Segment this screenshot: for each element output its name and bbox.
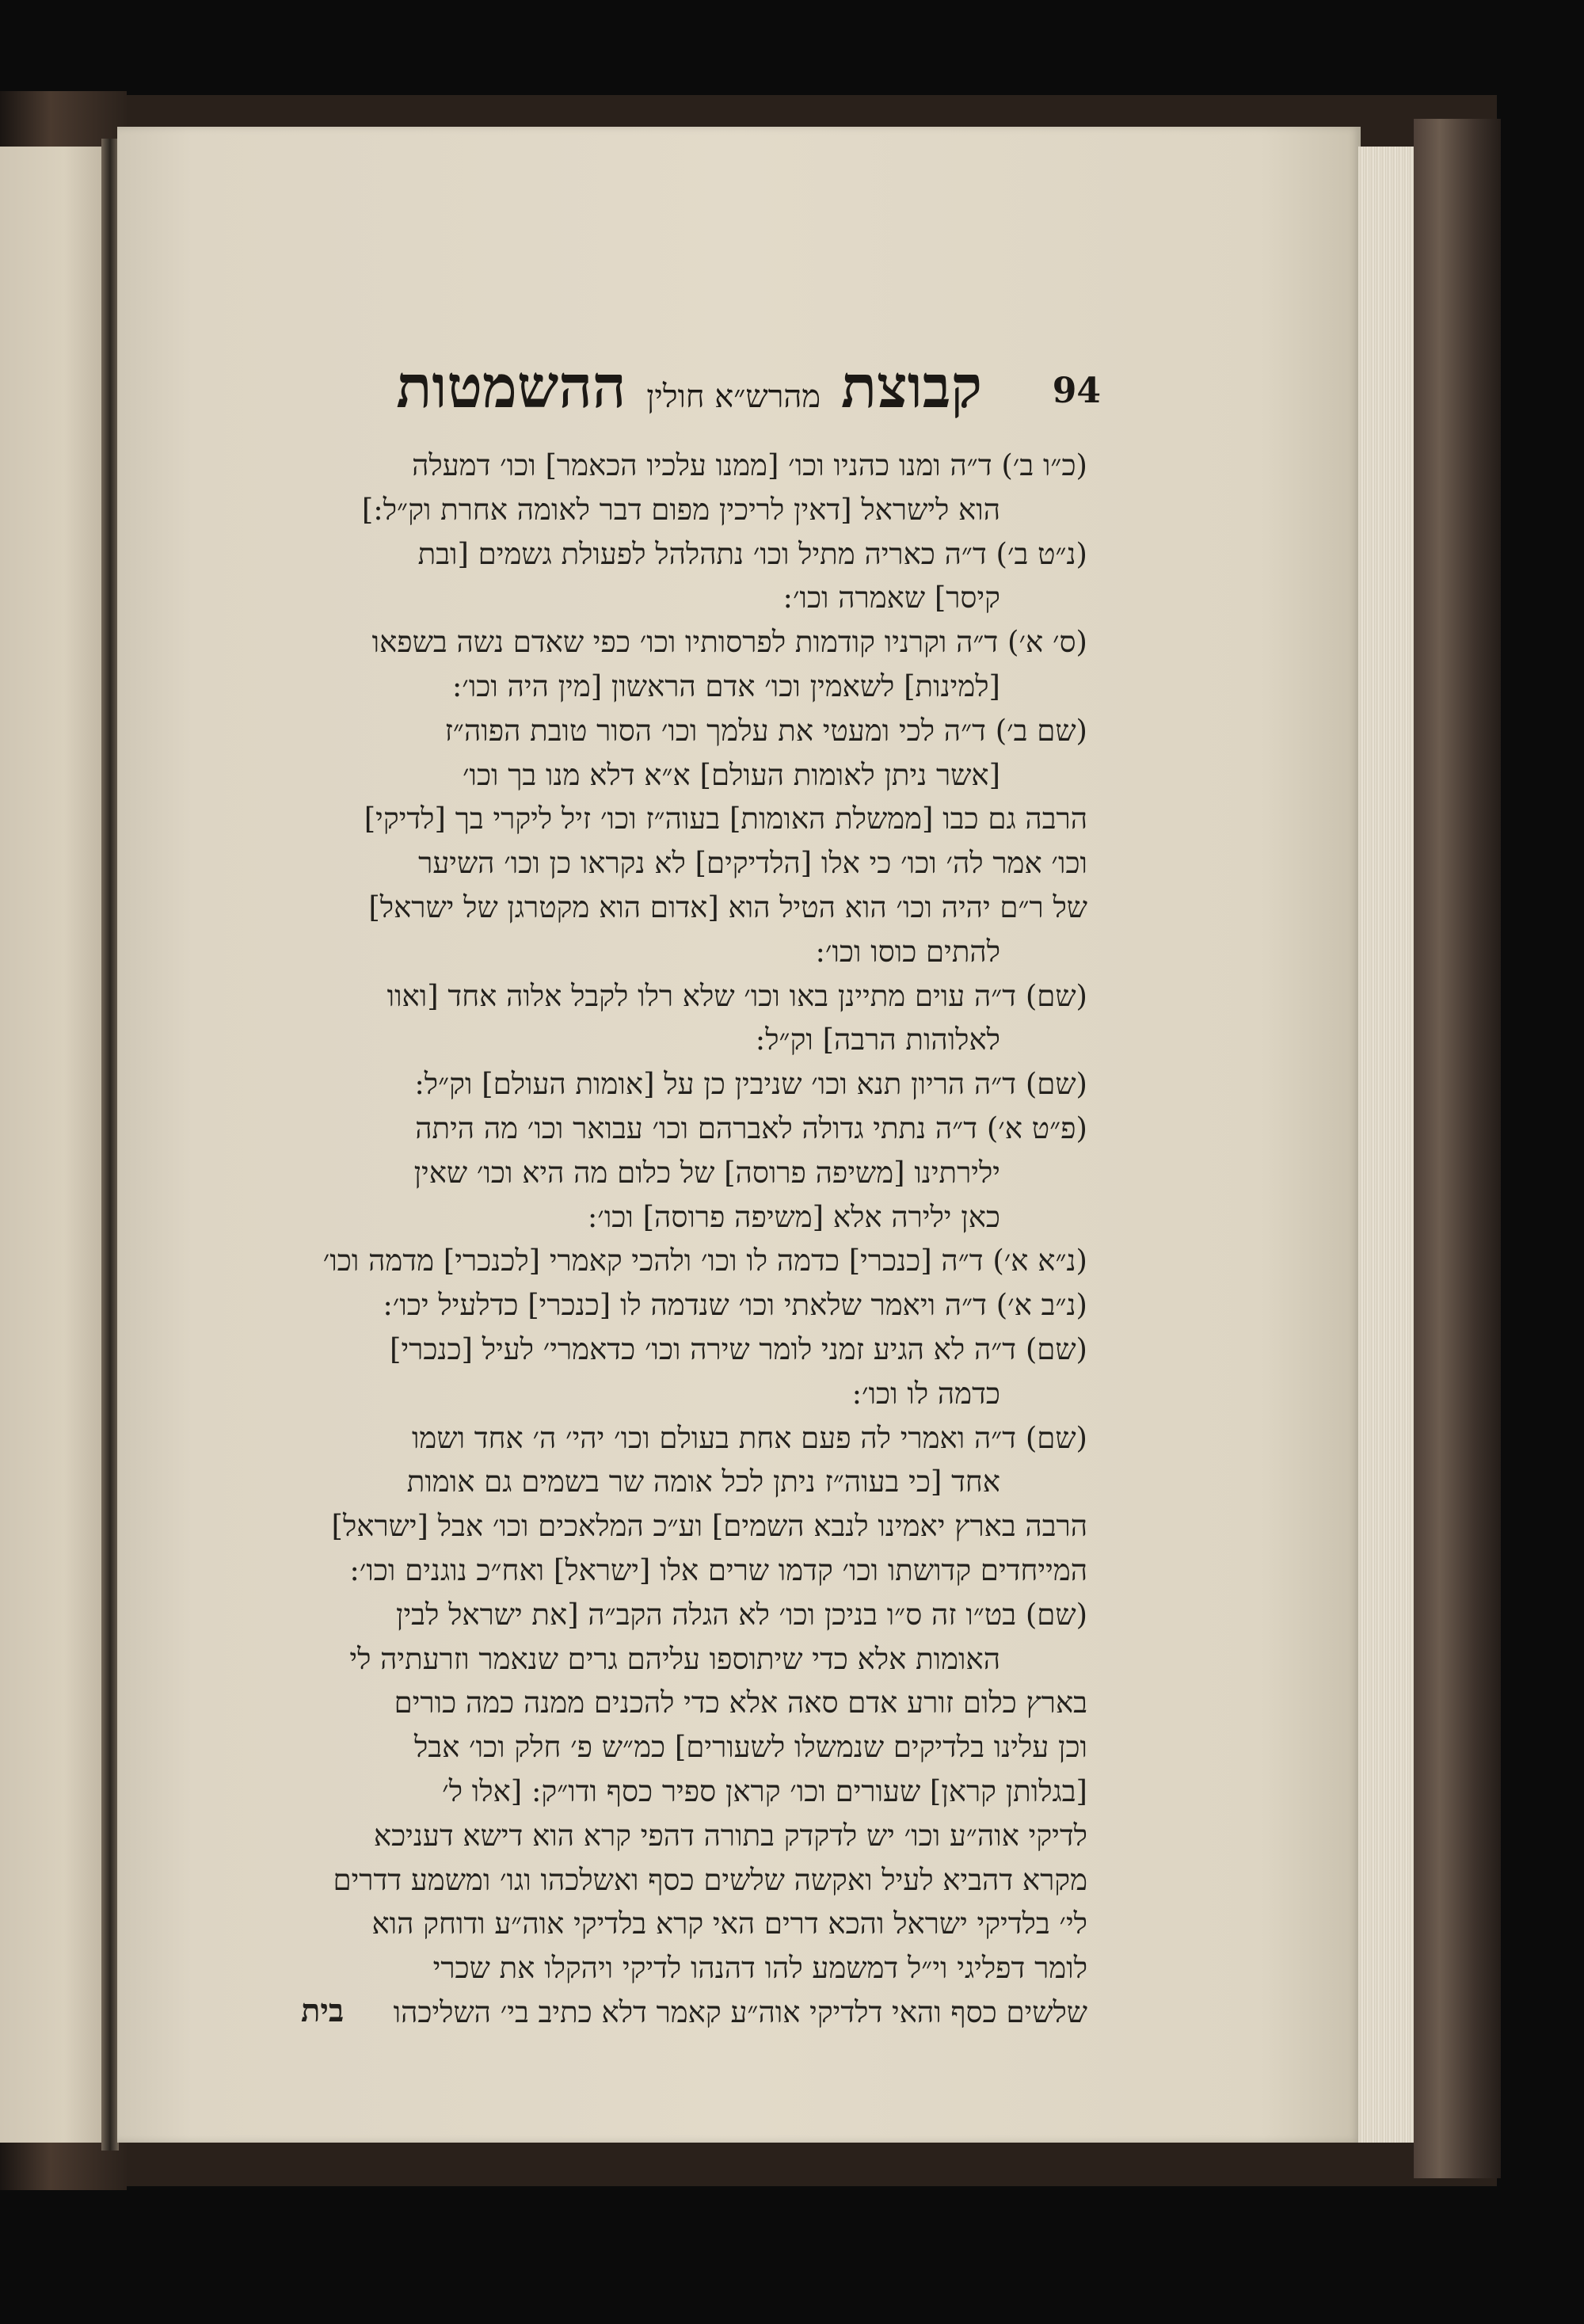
text-line: של ר״ם יהיה וכו׳ הוא הטיל הוא [אדום הוא מקטרגן של ישראל]: [368, 890, 1087, 924]
text-line: (נ״א א׳) ד״ה [כנכרי] כדמה לו וכו׳ ולהכי קאמרי [לכנכרי] מדמה וכו׳: [322, 1244, 1087, 1278]
text-line: [למינות] לשאמין וכו׳ אדם הראשון [מין היה וכו׳:: [451, 669, 1000, 703]
text-line: [בגלותן קראן] שעורים וכו׳ קראן ספיר כסף ודו״ק: [אלו ל׳: [442, 1773, 1087, 1808]
running-title: [396, 353, 982, 422]
text-line: (שם) ד״ה עוים מתיינן באו וכו׳ שלא רלו לקבל אלוה אחד [ואוו: [386, 978, 1087, 1013]
text-line: האומות אלא כדי שיתוספו עליהם גרים שנאמר וזרעתיה לי: [349, 1641, 1000, 1676]
text-line: מקרא דהביא לעיל ואקשה שלשים כסף ואשלכהו וגו׳ ומשמע דדרים: [333, 1862, 1087, 1897]
text-line: (שם ב׳) ד״ה לכי ומעטי את עלמך וכו׳ הסור טובת הפוה״ז: [444, 713, 1087, 748]
title-subtitle: מהרש״א חולין: [646, 379, 821, 415]
text-line: (שם) בט״ו זה ס״ו בניכן וכו׳ לא הגלה הקב״ה [את ישראל לבין: [396, 1597, 1087, 1632]
text-line: (נ״ב א׳) ד״ה ויאמר שלאתי וכו׳ שנדמה לו [כנכרי] כדלעיל יכו׳:: [383, 1288, 1087, 1323]
text-line: הרבה גם כבו [ממשלת האומות] בעוה״ז וכו׳ זיל ליקרי בך [לדיקי]: [364, 802, 1087, 836]
book-gutter: [101, 139, 119, 2151]
text-line: הוא לישראל [דאין לריכין מפום דבר לאומה אחרת וק״ל:]: [361, 492, 1000, 527]
text-line: (כ״ו ב׳) ד״ה ומנו כהניו וכו׳ [ממנו עלכיו הכאמר] וכו׳ דמעלה: [412, 448, 1087, 482]
text-line: לי׳ בלדיקי ישראל והכא דרים האי קרא בלדיקי אוה״ע ודוחק הוא: [371, 1907, 1087, 1941]
text-line: לומר דפליגי וי״ל דמשמע להו דהנהו לדיקי ויהקלו את שכרי: [432, 1951, 1087, 1986]
text-line: כאן ילירה אלא [משיפה פרוסה] וכו׳:: [587, 1199, 1000, 1234]
catchword: בית: [301, 1992, 345, 2029]
text-line: בארץ כלום זורע אדם סאה אלא כדי להכנים ממנה כמה כורים: [394, 1686, 1087, 1720]
text-line: (נ״ט ב׳) ד״ה כאריה מתיל וכו׳ נתהלהל לפעולת גשמים [ובת: [417, 536, 1087, 571]
text-line: כדמה לו וכו׳:: [851, 1376, 1000, 1411]
text-line: אחד [כי בעוה״ז ניתן לכל אומה שר בשמים גם אומות: [406, 1465, 1000, 1499]
text-line: ילירתינו [משיפה פרוסה] של כלום מה היא וכו׳ שאין: [413, 1155, 1000, 1190]
page-number: 94: [1052, 371, 1101, 411]
text-line: קיסר] שאמרה וכו׳:: [782, 581, 1000, 615]
text-line: להתים כוסו וכו׳:: [815, 934, 1000, 969]
text-line: (ס׳ א׳) ד״ה וקרניו קודמות לפרסותיו וכו׳ כפי שאדם נשה בשפאו: [371, 625, 1087, 660]
right-cover-edge: [1414, 119, 1501, 2178]
text-line: (שם) ד״ה ואמרי לה פעם אחת בעולם וכו׳ יהי׳ ה׳ אחד ושמו: [411, 1420, 1087, 1455]
left-page: [0, 147, 107, 2143]
text-line: (שם) ד״ה הריון תנא וכו׳ שניבין כן על [אומות העולם] וק״ל:: [414, 1067, 1087, 1102]
title-word: קבוצת: [840, 353, 982, 421]
text-line: המייחדים קדושתו וכו׳ קדמו שרים אלו [ישראל] ואח״כ נוגנים וכו׳:: [349, 1553, 1087, 1587]
body-text: [188, 444, 1087, 2035]
text-line: (שם) ד״ה לא הגיע זמני לומר שירה וכו׳ כדאמרי׳ לעיל [כנכרי]: [390, 1332, 1087, 1366]
page-edges: [1358, 147, 1418, 2143]
text-line: לאלוהות הרבה] וק״ל:: [755, 1023, 1000, 1057]
text-line: [אשר ניתן לאומות העולם] א״א דלא מנו בך וכו׳: [462, 757, 1000, 792]
text-line: לדיקי אוה״ע וכו׳ יש לדקדק בתורה דהפי קרא הוא דישא דעניכא: [373, 1818, 1087, 1853]
running-header: [301, 353, 1101, 428]
text-line: שלשים כסף והאי דלדיקי אוה״ע קאמר דלא כתיב בי׳ השליכהו: [393, 1994, 1087, 2029]
text-line: וכו׳ אמר לה׳ וכו׳ כי אלו [הלדיקים] לא נקראו כן וכו׳ השיער: [418, 846, 1087, 881]
text-line: (פ״ט א׳) ד״ה נתתי גדולה לאברהם וכו׳ עבואר וכו׳ מה היתה: [415, 1111, 1087, 1145]
text-line: וכן עלינו בלדיקים שנמשלו לשעורים] כמ״ש פ׳ חלק וכו׳ אבל: [413, 1730, 1087, 1765]
text-line: הרבה בארץ יאמינו לנבא השמים] וע״כ המלאכים וכו׳ אבל [ישראל]: [331, 1509, 1087, 1544]
title-end-word: ההשמטות: [396, 353, 626, 421]
